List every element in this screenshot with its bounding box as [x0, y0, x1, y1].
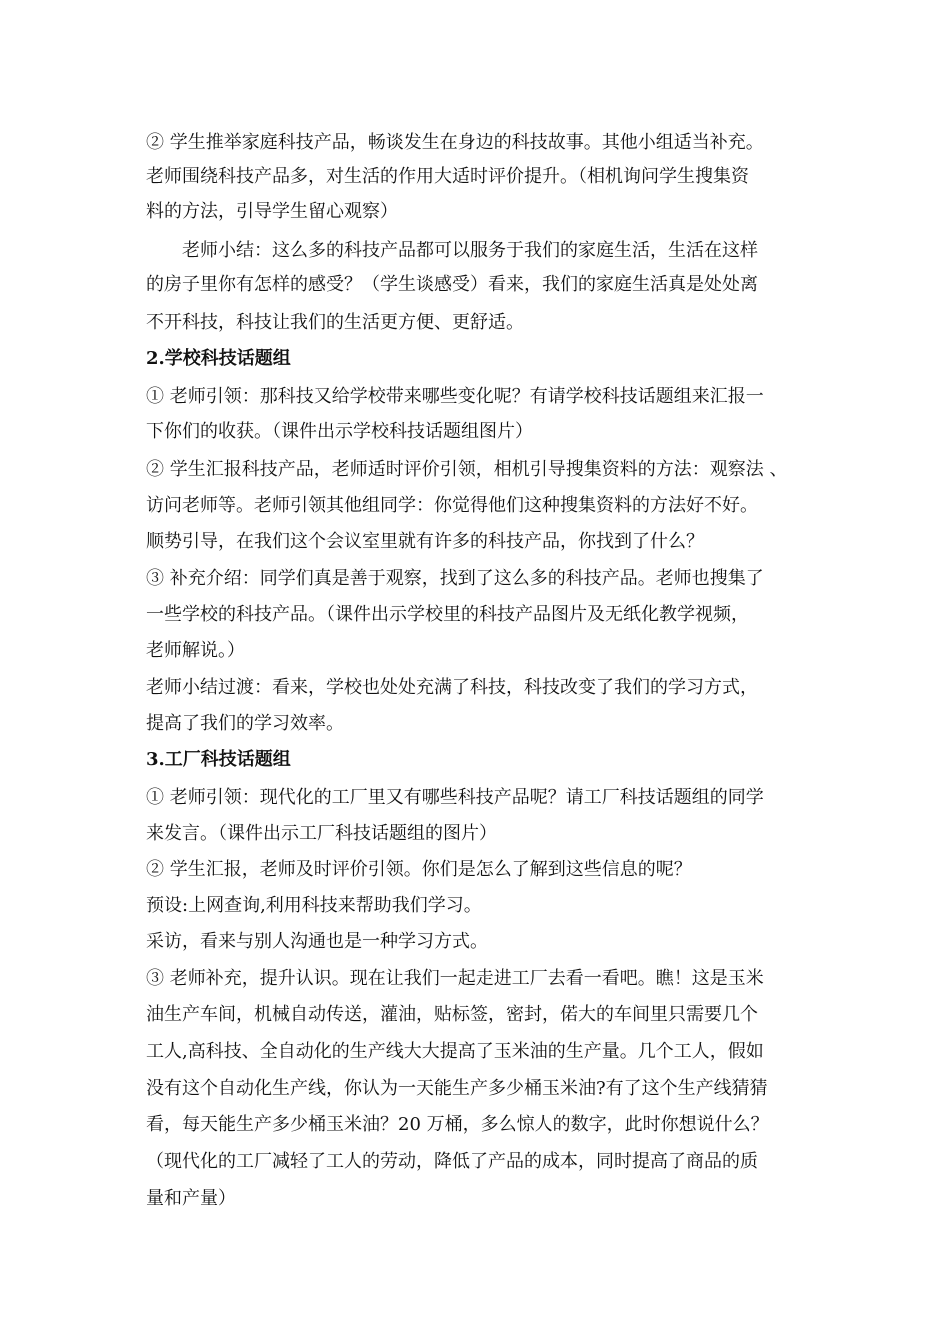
paragraph-line: 料的方法，引导学生留心观察） — [146, 201, 398, 222]
paragraph-line: 老师解说。） — [146, 640, 245, 661]
paragraph-line: 来发言。（课件出示工厂科技话题组的图片） — [146, 823, 497, 844]
paragraph-line: 下你们的收获。（课件出示学校科技话题组图片） — [146, 421, 533, 442]
paragraph-line: 老师小结过渡：看来，学校也处处充满了科技，科技改变了我们的学习方式， — [146, 677, 758, 698]
paragraph-line: ② 学生汇报，老师及时评价引领。你们是怎么了解到这些信息的呢？ — [146, 859, 692, 880]
paragraph-line: 顺势引导，在我们这个会议室里就有许多的科技产品，你找到了什么？ — [146, 531, 704, 552]
paragraph-line: 一些学校的科技产品。（课件出示学校里的科技产品图片及无纸化教学视频， — [146, 604, 749, 625]
paragraph-line: 预设:上网查询,利用科技来帮助我们学习。 — [146, 895, 482, 916]
paragraph-line: 访问老师等。老师引领其他组同学：你觉得他们这种搜集资料的方法好不好。 — [146, 495, 758, 516]
paragraph-line: （现代化的工厂减轻了工人的劳动，降低了产品的成本，同时提高了商品的质 — [146, 1151, 758, 1172]
paragraph-line: 没有这个自动化生产线，你认为一天能生产多少桶玉米油?有了这个生产线猜猜 — [146, 1078, 768, 1099]
paragraph-line: 的房子里你有怎样的感受？（学生谈感受）看来，我们的家庭生活真是处处离 — [146, 274, 758, 295]
paragraph-line: ③ 补充介绍：同学们真是善于观察，找到了这么多的科技产品。老师也搜集了 — [146, 568, 764, 589]
paragraph-line: 油生产车间，机械自动传送，灌油，贴标签，密封，偌大的车间里只需要几个 — [146, 1004, 758, 1025]
paragraph-line: ② 学生推举家庭科技产品，畅谈发生在身边的科技故事。其他小组适当补充。 — [146, 132, 764, 153]
paragraph-line: ③ 老师补充，提升认识。现在让我们一起走进工厂去看一看吧。瞧！这是玉米 — [146, 968, 764, 989]
paragraph-line: 老师围绕科技产品多，对生活的作用大适时评价提升。（相机询问学生搜集资 — [146, 166, 749, 187]
paragraph-line: 不开科技，科技让我们的生活更方便、更舒适。 — [146, 312, 524, 333]
paragraph-line: ② 学生汇报科技产品，老师适时评价引领，相机引导搜集资料的方法：观察法 、 — [146, 459, 788, 480]
section-heading: 3.工厂科技话题组 — [146, 749, 291, 770]
paragraph-line: ① 老师引领：那科技又给学校带来哪些变化呢？有请学校科技话题组来汇报一 — [146, 386, 764, 407]
paragraph-line: ① 老师引领：现代化的工厂里又有哪些科技产品呢？请工厂科技话题组的同学 — [146, 787, 764, 808]
paragraph-line: 量和产量） — [146, 1188, 236, 1209]
paragraph-line: 提高了我们的学习效率。 — [146, 713, 344, 734]
paragraph-line: 工人,高科技、全自动化的生产线大大提高了玉米油的生产量。几个工人，假如 — [146, 1041, 764, 1062]
paragraph-line: 看，每天能生产多少桶玉米油？20 万桶，多么惊人的数字，此时你想说什么？ — [146, 1114, 769, 1135]
paragraph-line: 采访，看来与别人沟通也是一种学习方式。 — [146, 931, 488, 952]
paragraph-line: 老师小结：这么多的科技产品都可以服务于我们的家庭生活，生活在这样 — [146, 240, 758, 261]
section-heading: 2.学校科技话题组 — [146, 348, 291, 369]
